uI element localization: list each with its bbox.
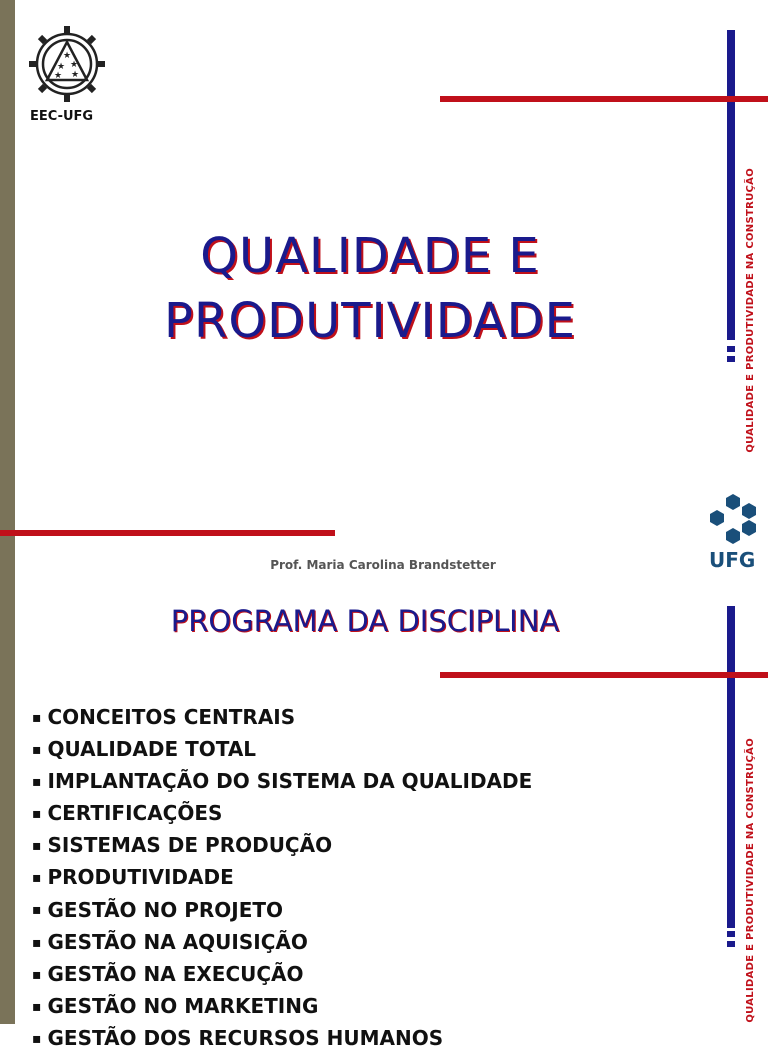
eec-ufg-gear-logo: [25, 22, 109, 106]
horizontal-red-line: [440, 672, 768, 678]
bullet-icon: ▪: [32, 998, 42, 1015]
list-item: ▪ CONCEITOS CENTRAIS: [32, 702, 532, 734]
bullet-icon: ▪: [32, 741, 42, 758]
svg-text:★: ★: [56, 62, 66, 72]
vertical-blue-line: [727, 30, 735, 340]
svg-text:★: ★: [69, 60, 79, 70]
left-accent-bar: [0, 576, 15, 1024]
list-item: ▪ CERTIFICAÇÕES: [32, 798, 532, 830]
bullet-icon: ▪: [32, 709, 42, 726]
side-course-title: QUALIDADE E PRODUTIVIDADE NA CONSTRUÇÃO: [744, 737, 756, 1023]
svg-text:★: ★: [62, 51, 72, 61]
horizontal-red-line: [440, 96, 768, 102]
slide-title-line-1: QUALIDADE E: [200, 228, 540, 284]
blue-dash: [727, 941, 735, 947]
list-item: ▪ SISTEMAS DE PRODUÇÃO: [32, 830, 532, 862]
slide-title: PROGRAMA DA DISCIPLINA: [170, 604, 560, 638]
blue-dash: [727, 931, 735, 937]
svg-text:★: ★: [70, 70, 80, 80]
bullet-icon: ▪: [32, 870, 42, 887]
list-item: ▪ QUALIDADE TOTAL: [32, 734, 532, 766]
vertical-blue-line: [727, 606, 735, 928]
bullet-icon: ▪: [32, 966, 42, 983]
list-item: ▪ GESTÃO NA AQUISIÇÃO: [32, 927, 532, 959]
blue-dash: [727, 356, 735, 362]
side-course-title: QUALIDADE E PRODUTIVIDADE NA CONSTRUÇÃO: [744, 167, 756, 453]
bullet-icon: ▪: [32, 838, 42, 855]
svg-text:★: ★: [53, 71, 63, 81]
list-item: ▪ IMPLANTAÇÃO DO SISTEMA DA QUALIDADE: [32, 766, 532, 798]
bullet-icon: ▪: [32, 774, 42, 791]
bullet-icon: ▪: [32, 934, 42, 951]
list-item: ▪ GESTÃO NA EXECUÇÃO: [32, 959, 532, 991]
horizontal-red-line: [0, 530, 335, 536]
program-slide: [0, 576, 768, 1050]
blue-dash: [727, 346, 735, 352]
ufg-label: UFG: [709, 548, 756, 572]
ufg-hexagon-logo: [704, 492, 762, 548]
bullet-icon: ▪: [32, 806, 42, 823]
professor-name: Prof. Maria Carolina Brandstetter: [270, 558, 496, 572]
list-item: ▪ GESTÃO NO PROJETO: [32, 895, 532, 927]
list-item: ▪ GESTÃO DOS RECURSOS HUMANOS: [32, 1023, 532, 1055]
list-item: ▪ PRODUTIVIDADE: [32, 862, 532, 894]
list-item: ▪ GESTÃO NO MARKETING: [32, 991, 532, 1023]
bullet-icon: ▪: [32, 902, 42, 919]
left-accent-bar: [0, 0, 15, 576]
topic-list: [32, 702, 532, 1055]
logo-label: EEC-UFG: [30, 109, 94, 124]
slide-title-line-2: PRODUTIVIDADE: [164, 293, 576, 349]
bullet-icon: ▪: [32, 1030, 42, 1047]
